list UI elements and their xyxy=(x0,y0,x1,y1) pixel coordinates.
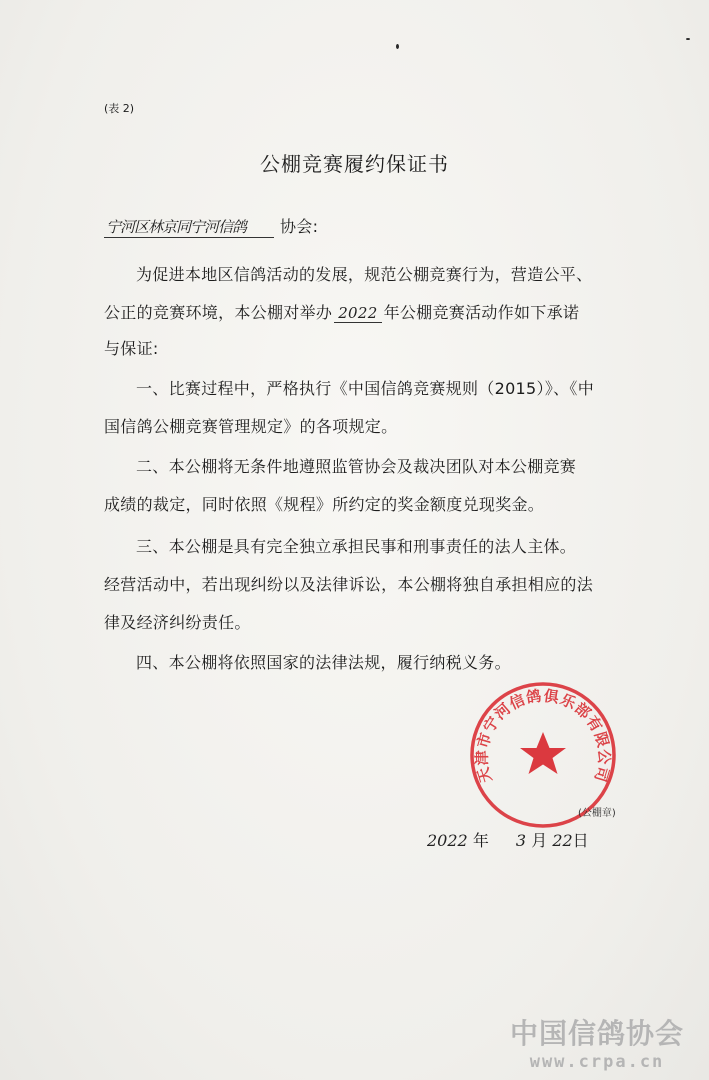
item3-line2: 经营活动中，若出现纠纷以及法律诉讼，本公棚将独自承担相应的法 xyxy=(104,575,594,594)
addressee-line xyxy=(104,214,318,238)
paragraph1-line2 xyxy=(104,300,579,323)
date-month: 3 xyxy=(515,831,527,850)
item4-line1: 四、本公棚将依照国家的法律法规，履行纳税义务。 xyxy=(136,653,511,672)
item1-line1: 一、比赛过程中，严格执行《中国信鸽竞赛规则（2015）》、《中 xyxy=(136,379,595,398)
item3-line1: 三、本公棚是具有完全独立承担民事和刑事责任的法人主体。 xyxy=(136,537,577,556)
item2-line2: 成绩的裁定，同时依照《规程》所约定的奖金额度兑现奖金。 xyxy=(104,495,545,514)
star-icon xyxy=(520,732,566,774)
paragraph1-line2-before: 公正的竞赛环境，本公棚对举办 xyxy=(104,303,333,322)
watermark-name: 中国信鸽协会 xyxy=(509,1017,684,1050)
date-year: 2022 xyxy=(427,831,468,850)
addressee-handwritten: 宁河区林京同宁河信鸽 xyxy=(104,216,274,238)
scan-speck xyxy=(396,44,399,49)
paragraph1-line1: 为促进本地区信鸽活动的发展，规范公棚竞赛行为，营造公平、 xyxy=(136,265,593,284)
document-title: 公棚竞赛履约保证书 xyxy=(260,152,449,176)
date-year-label: 年 xyxy=(472,831,489,850)
seal-note: (公棚章) xyxy=(578,808,616,819)
date-day: 22 xyxy=(552,831,573,850)
paragraph1-line3: 与保证: xyxy=(104,339,159,358)
scan-speck xyxy=(686,38,690,40)
date-day-label: 日 xyxy=(572,831,589,850)
year-handwritten: 2022 xyxy=(334,304,381,323)
signing-date xyxy=(427,828,589,851)
addressee-suffix: 协会: xyxy=(280,217,319,236)
date-month-label: 月 xyxy=(531,831,548,850)
seal-text: 天津市宁河信鸽俱乐部有限公司 xyxy=(472,686,614,785)
form-number: (表 2) xyxy=(104,102,135,115)
watermark-url: www.crpa.cn xyxy=(529,1052,665,1072)
watermark xyxy=(492,1012,702,1072)
item3-line3: 律及经济纠纷责任。 xyxy=(104,613,251,632)
item2-line1: 二、本公棚将无条件地遵照监管协会及裁决团队对本公棚竞赛 xyxy=(136,457,577,476)
item1-line2: 国信鸽公棚竞赛管理规定》的各项规定。 xyxy=(104,417,398,436)
paragraph1-line2-after: 年公棚竞赛活动作如下承诺 xyxy=(383,303,580,322)
